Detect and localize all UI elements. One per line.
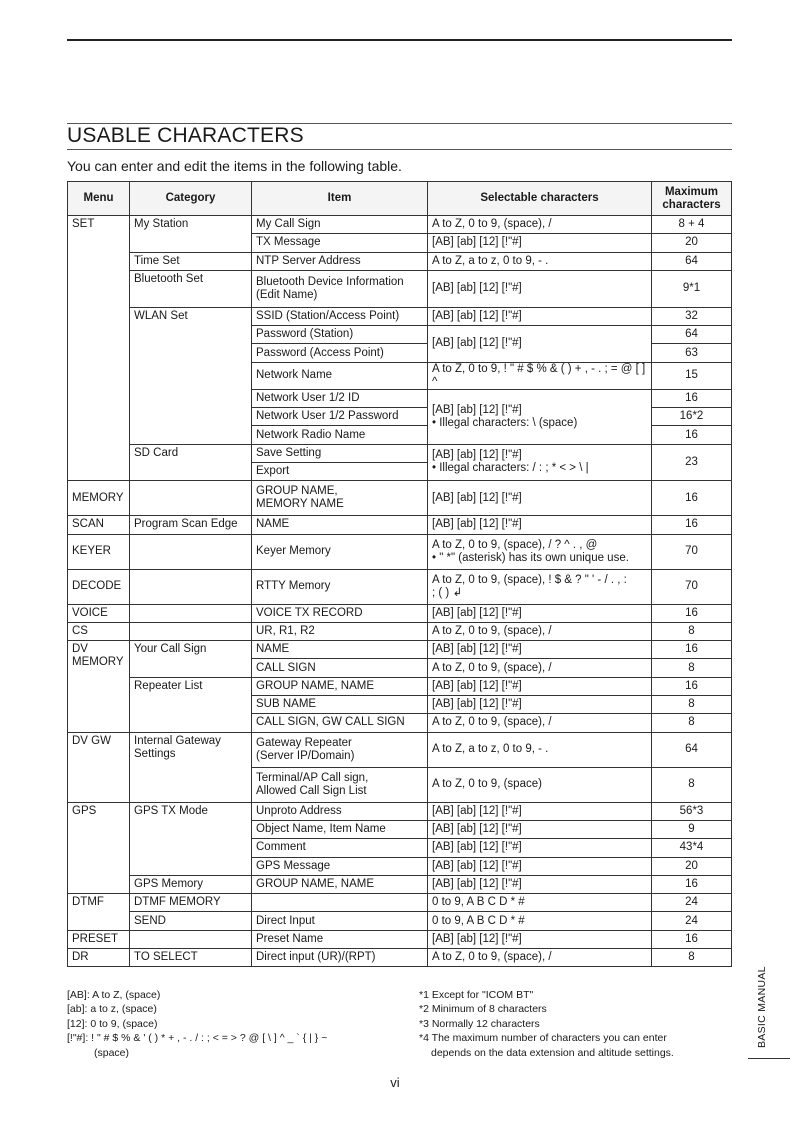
category-cell: Time Set xyxy=(130,252,252,270)
table-row xyxy=(68,604,732,622)
top-rule xyxy=(67,39,732,41)
menu-cell: SET xyxy=(68,216,130,481)
max-cell: 20 xyxy=(652,857,732,875)
chars-cell: A to Z, 0 to 9, ! " # $ % & ( ) + , - . ; = @ [ ] ^ xyxy=(428,362,652,389)
item-cell: GPS Message xyxy=(252,857,428,875)
chars-cell: A to Z, 0 to 9, (space), / xyxy=(428,949,652,967)
chars-cell: A to Z, 0 to 9, (space), / xyxy=(428,216,652,234)
table-row xyxy=(68,622,732,640)
chars-cell: [AB] [ab] [12] [!"#] xyxy=(428,857,652,875)
intro-text: You can enter and edit the items in the following table. xyxy=(67,158,402,174)
menu-line: MEMORY xyxy=(72,656,124,669)
table-row xyxy=(68,677,732,695)
max-cell: 8 xyxy=(652,659,732,677)
title-rule-bottom xyxy=(67,149,732,150)
table-row xyxy=(68,732,732,767)
item-line: (Server IP/Domain) xyxy=(256,749,355,762)
chars-cell xyxy=(428,569,652,604)
footnote-line: *2 Minimum of 8 characters xyxy=(419,1003,547,1016)
category-cell xyxy=(130,534,252,569)
menu-line: DV xyxy=(72,643,88,656)
chars-cell: A to Z, 0 to 9, (space), / xyxy=(428,714,652,732)
item-cell: NAME xyxy=(252,641,428,659)
item-cell: VOICE TX RECORD xyxy=(252,604,428,622)
max-cell: 16 xyxy=(652,641,732,659)
item-cell: RTTY Memory xyxy=(252,569,428,604)
item-cell: Export xyxy=(252,462,428,480)
chars-cell: [AB] [ab] [12] [!"#] xyxy=(428,696,652,714)
max-cell: 16*2 xyxy=(652,408,732,426)
max-cell: 8 xyxy=(652,622,732,640)
page-number: vi xyxy=(390,1075,400,1090)
footnotes xyxy=(419,988,739,1060)
category-cell xyxy=(130,481,252,516)
item-line: Terminal/AP Call sign, xyxy=(256,771,369,784)
chars-cell: [AB] [ab] [12] [!"#] xyxy=(428,516,652,534)
menu-cell: KEYER xyxy=(68,534,130,569)
menu-cell: PRESET xyxy=(68,930,130,948)
max-cell: 8 + 4 xyxy=(652,216,732,234)
chars-cell: A to Z, 0 to 9, (space), / xyxy=(428,659,652,677)
header-category: Category xyxy=(130,182,252,216)
table-row xyxy=(68,216,732,234)
table-row xyxy=(68,252,732,270)
table-row xyxy=(68,930,732,948)
chars-line: A to Z, 0 to 9, (space), / ? ^ . , @ xyxy=(432,538,598,551)
max-cell: 70 xyxy=(652,569,732,604)
item-cell: Preset Name xyxy=(252,930,428,948)
category-cell: GPS TX Mode xyxy=(130,802,252,875)
category-cell: Repeater List xyxy=(130,677,252,732)
item-cell: SSID (Station/Access Point) xyxy=(252,307,428,325)
category-cell xyxy=(130,569,252,604)
max-cell: 8 xyxy=(652,949,732,967)
footnote-line: *3 Normally 12 characters xyxy=(419,1017,540,1030)
chars-line: [AB] [ab] [12] [!"#] xyxy=(432,403,522,416)
item-cell: Network User 1/2 ID xyxy=(252,389,428,407)
category-cell xyxy=(130,622,252,640)
item-cell: Unproto Address xyxy=(252,802,428,820)
chars-line: • Illegal characters: / : ; * < > \ | xyxy=(432,462,589,475)
chars-cell: [AB] [ab] [12] [!"#] xyxy=(428,802,652,820)
max-cell: 24 xyxy=(652,894,732,912)
max-cell: 16 xyxy=(652,516,732,534)
chars-cell: A to Z, 0 to 9, (space) xyxy=(428,767,652,802)
max-cell: 32 xyxy=(652,307,732,325)
category-cell: WLAN Set xyxy=(130,307,252,444)
legend-line: [12]: 0 to 9, (space) xyxy=(67,1017,158,1030)
item-cell: TX Message xyxy=(252,234,428,252)
legend-line: [AB]: A to Z, (space) xyxy=(67,989,161,1001)
category-cell: Program Scan Edge xyxy=(130,516,252,534)
chars-cell: [AB] [ab] [12] [!"#] xyxy=(428,326,652,363)
item-cell: NAME xyxy=(252,516,428,534)
table-row xyxy=(68,307,732,325)
chars-line: • " *" (asterisk) has its own unique use. xyxy=(432,551,629,564)
category-cell: TO SELECT xyxy=(130,949,252,967)
table-row xyxy=(68,894,732,912)
item-cell: Direct Input xyxy=(252,912,428,930)
item-cell: Network User 1/2 Password xyxy=(252,408,428,426)
max-cell: 16 xyxy=(652,875,732,893)
item-line: GROUP NAME, xyxy=(256,485,338,498)
menu-cell: DV GW xyxy=(68,732,130,802)
table-row xyxy=(68,569,732,604)
category-cell xyxy=(130,732,252,802)
chars-line: • Illegal characters: \ (space) xyxy=(432,416,578,429)
max-cell: 63 xyxy=(652,344,732,362)
chars-cell: [AB] [ab] [12] [!"#] xyxy=(428,677,652,695)
item-cell xyxy=(252,481,428,516)
menu-cell xyxy=(68,641,130,732)
page-title: USABLE CHARACTERS xyxy=(67,124,304,147)
chars-cell: A to Z, 0 to 9, (space), / xyxy=(428,622,652,640)
menu-cell: DECODE xyxy=(68,569,130,604)
chars-cell: [AB] [ab] [12] [!"#] xyxy=(428,270,652,307)
side-tab-label: BASIC MANUAL xyxy=(756,966,768,1048)
max-cell: 9 xyxy=(652,820,732,838)
category-cell xyxy=(130,604,252,622)
category-line: Settings xyxy=(134,747,176,760)
max-cell: 16 xyxy=(652,389,732,407)
menu-cell: VOICE xyxy=(68,604,130,622)
chars-cell: [AB] [ab] [12] [!"#] xyxy=(428,604,652,622)
item-cell: My Call Sign xyxy=(252,216,428,234)
max-cell: 64 xyxy=(652,732,732,767)
table-row xyxy=(68,444,732,462)
max-cell: 70 xyxy=(652,534,732,569)
max-cell: 8 xyxy=(652,714,732,732)
header-max-line-2: characters xyxy=(662,198,721,211)
max-cell: 16 xyxy=(652,481,732,516)
chars-cell: [AB] [ab] [12] [!"#] xyxy=(428,820,652,838)
item-line: Bluetooth Device Information xyxy=(256,275,404,288)
category-cell: SEND xyxy=(130,912,252,930)
item-cell: Password (Station) xyxy=(252,326,428,344)
usable-characters-table xyxy=(67,181,732,967)
item-cell: Comment xyxy=(252,839,428,857)
category-cell: My Station xyxy=(130,216,252,253)
item-cell xyxy=(252,270,428,307)
chars-cell: [AB] [ab] [12] [!"#] xyxy=(428,839,652,857)
item-cell: Direct input (UR)/(RPT) xyxy=(252,949,428,967)
item-line: Allowed Call Sign List xyxy=(256,784,367,797)
chars-cell: [AB] [ab] [12] [!"#] xyxy=(428,641,652,659)
category-cell: GPS Memory xyxy=(130,875,252,893)
item-cell: Object Name, Item Name xyxy=(252,820,428,838)
chars-cell: 0 to 9, A B C D * # xyxy=(428,894,652,912)
chars-cell xyxy=(428,534,652,569)
item-cell: Keyer Memory xyxy=(252,534,428,569)
max-cell: 64 xyxy=(652,252,732,270)
item-cell: CALL SIGN xyxy=(252,659,428,677)
menu-cell: GPS xyxy=(68,802,130,893)
chars-cell xyxy=(428,389,652,444)
item-cell: Password (Access Point) xyxy=(252,344,428,362)
max-cell: 9*1 xyxy=(652,270,732,307)
category-line: Internal Gateway xyxy=(134,734,221,747)
item-cell xyxy=(252,894,428,912)
max-cell: 23 xyxy=(652,444,732,481)
item-cell: Save Setting xyxy=(252,444,428,462)
max-cell: 24 xyxy=(652,912,732,930)
chars-line: A to Z, 0 to 9, (space), ! $ & ? " ' - / . , : xyxy=(432,573,627,586)
max-cell: 20 xyxy=(652,234,732,252)
chars-cell: [AB] [ab] [12] [!"#] xyxy=(428,234,652,252)
table-row xyxy=(68,949,732,967)
menu-cell: MEMORY xyxy=(68,481,130,516)
category-cell xyxy=(130,930,252,948)
max-cell: 43*4 xyxy=(652,839,732,857)
max-cell: 8 xyxy=(652,696,732,714)
max-cell: 16 xyxy=(652,604,732,622)
table-row xyxy=(68,516,732,534)
table-row xyxy=(68,875,732,893)
header-max-line-1: Maximum xyxy=(664,185,719,198)
chars-cell: 0 to 9, A B C D * # xyxy=(428,912,652,930)
item-cell xyxy=(252,767,428,802)
max-cell: 16 xyxy=(652,677,732,695)
footnote-line: depends on the data extension and altitude settings. xyxy=(431,1046,674,1059)
max-cell: 15 xyxy=(652,362,732,389)
legend-line: [!"#]: ! " # $ % & ' ( ) * + , - . / : ; < = > ? @ [ \ ] ^ _ ` { | } ~ xyxy=(67,1032,328,1045)
item-line: MEMORY NAME xyxy=(256,498,344,511)
chars-cell xyxy=(428,444,652,481)
item-line: (Edit Name) xyxy=(256,288,318,301)
chars-line: ; ( ) ↲ xyxy=(432,586,463,599)
chars-cell: [AB] [ab] [12] [!"#] xyxy=(428,481,652,516)
legend-line: [ab]: a to z, (space) xyxy=(67,1003,157,1016)
menu-cell: CS xyxy=(68,622,130,640)
max-cell: 8 xyxy=(652,767,732,802)
table-row xyxy=(68,481,732,516)
header-item: Item xyxy=(252,182,428,216)
character-set-legend xyxy=(67,988,327,1060)
item-cell: GROUP NAME, NAME xyxy=(252,875,428,893)
chars-cell: [AB] [ab] [12] [!"#] xyxy=(428,307,652,325)
legend-line: (space) xyxy=(94,1046,130,1059)
max-cell: 16 xyxy=(652,426,732,444)
item-cell xyxy=(252,732,428,767)
table-row xyxy=(68,534,732,569)
footnote-line: *1 Except for "ICOM BT" xyxy=(419,989,534,1001)
item-cell: CALL SIGN, GW CALL SIGN xyxy=(252,714,428,732)
max-cell: 64 xyxy=(652,326,732,344)
menu-cell: DTMF xyxy=(68,894,130,931)
table-row xyxy=(68,270,732,307)
header-maximum-characters xyxy=(652,182,732,216)
item-cell: UR, R1, R2 xyxy=(252,622,428,640)
item-cell: Network Radio Name xyxy=(252,426,428,444)
header-menu: Menu xyxy=(68,182,130,216)
category-cell: DTMF MEMORY xyxy=(130,894,252,912)
footnote-line: *4 The maximum number of characters you can enter xyxy=(419,1032,667,1045)
side-tab-rule xyxy=(748,1058,790,1059)
chars-cell: [AB] [ab] [12] [!"#] xyxy=(428,875,652,893)
item-line: Gateway Repeater xyxy=(256,736,352,749)
item-cell: GROUP NAME, NAME xyxy=(252,677,428,695)
table-row xyxy=(68,912,732,930)
menu-cell: DR xyxy=(68,949,130,967)
chars-cell: A to Z, a to z, 0 to 9, - . xyxy=(428,732,652,767)
menu-cell: SCAN xyxy=(68,516,130,534)
table-header-row xyxy=(68,182,732,216)
max-cell: 56*3 xyxy=(652,802,732,820)
category-cell: Bluetooth Set xyxy=(130,270,252,307)
chars-cell: [AB] [ab] [12] [!"#] xyxy=(428,930,652,948)
category-cell: SD Card xyxy=(130,444,252,481)
category-cell: Your Call Sign xyxy=(130,641,252,678)
item-cell: SUB NAME xyxy=(252,696,428,714)
header-selectable-characters: Selectable characters xyxy=(428,182,652,216)
table-row xyxy=(68,802,732,820)
max-cell: 16 xyxy=(652,930,732,948)
chars-cell: A to Z, a to z, 0 to 9, - . xyxy=(428,252,652,270)
item-cell: NTP Server Address xyxy=(252,252,428,270)
item-cell: Network Name xyxy=(252,362,428,389)
table-row xyxy=(68,641,732,659)
chars-line: [AB] [ab] [12] [!"#] xyxy=(432,449,522,462)
